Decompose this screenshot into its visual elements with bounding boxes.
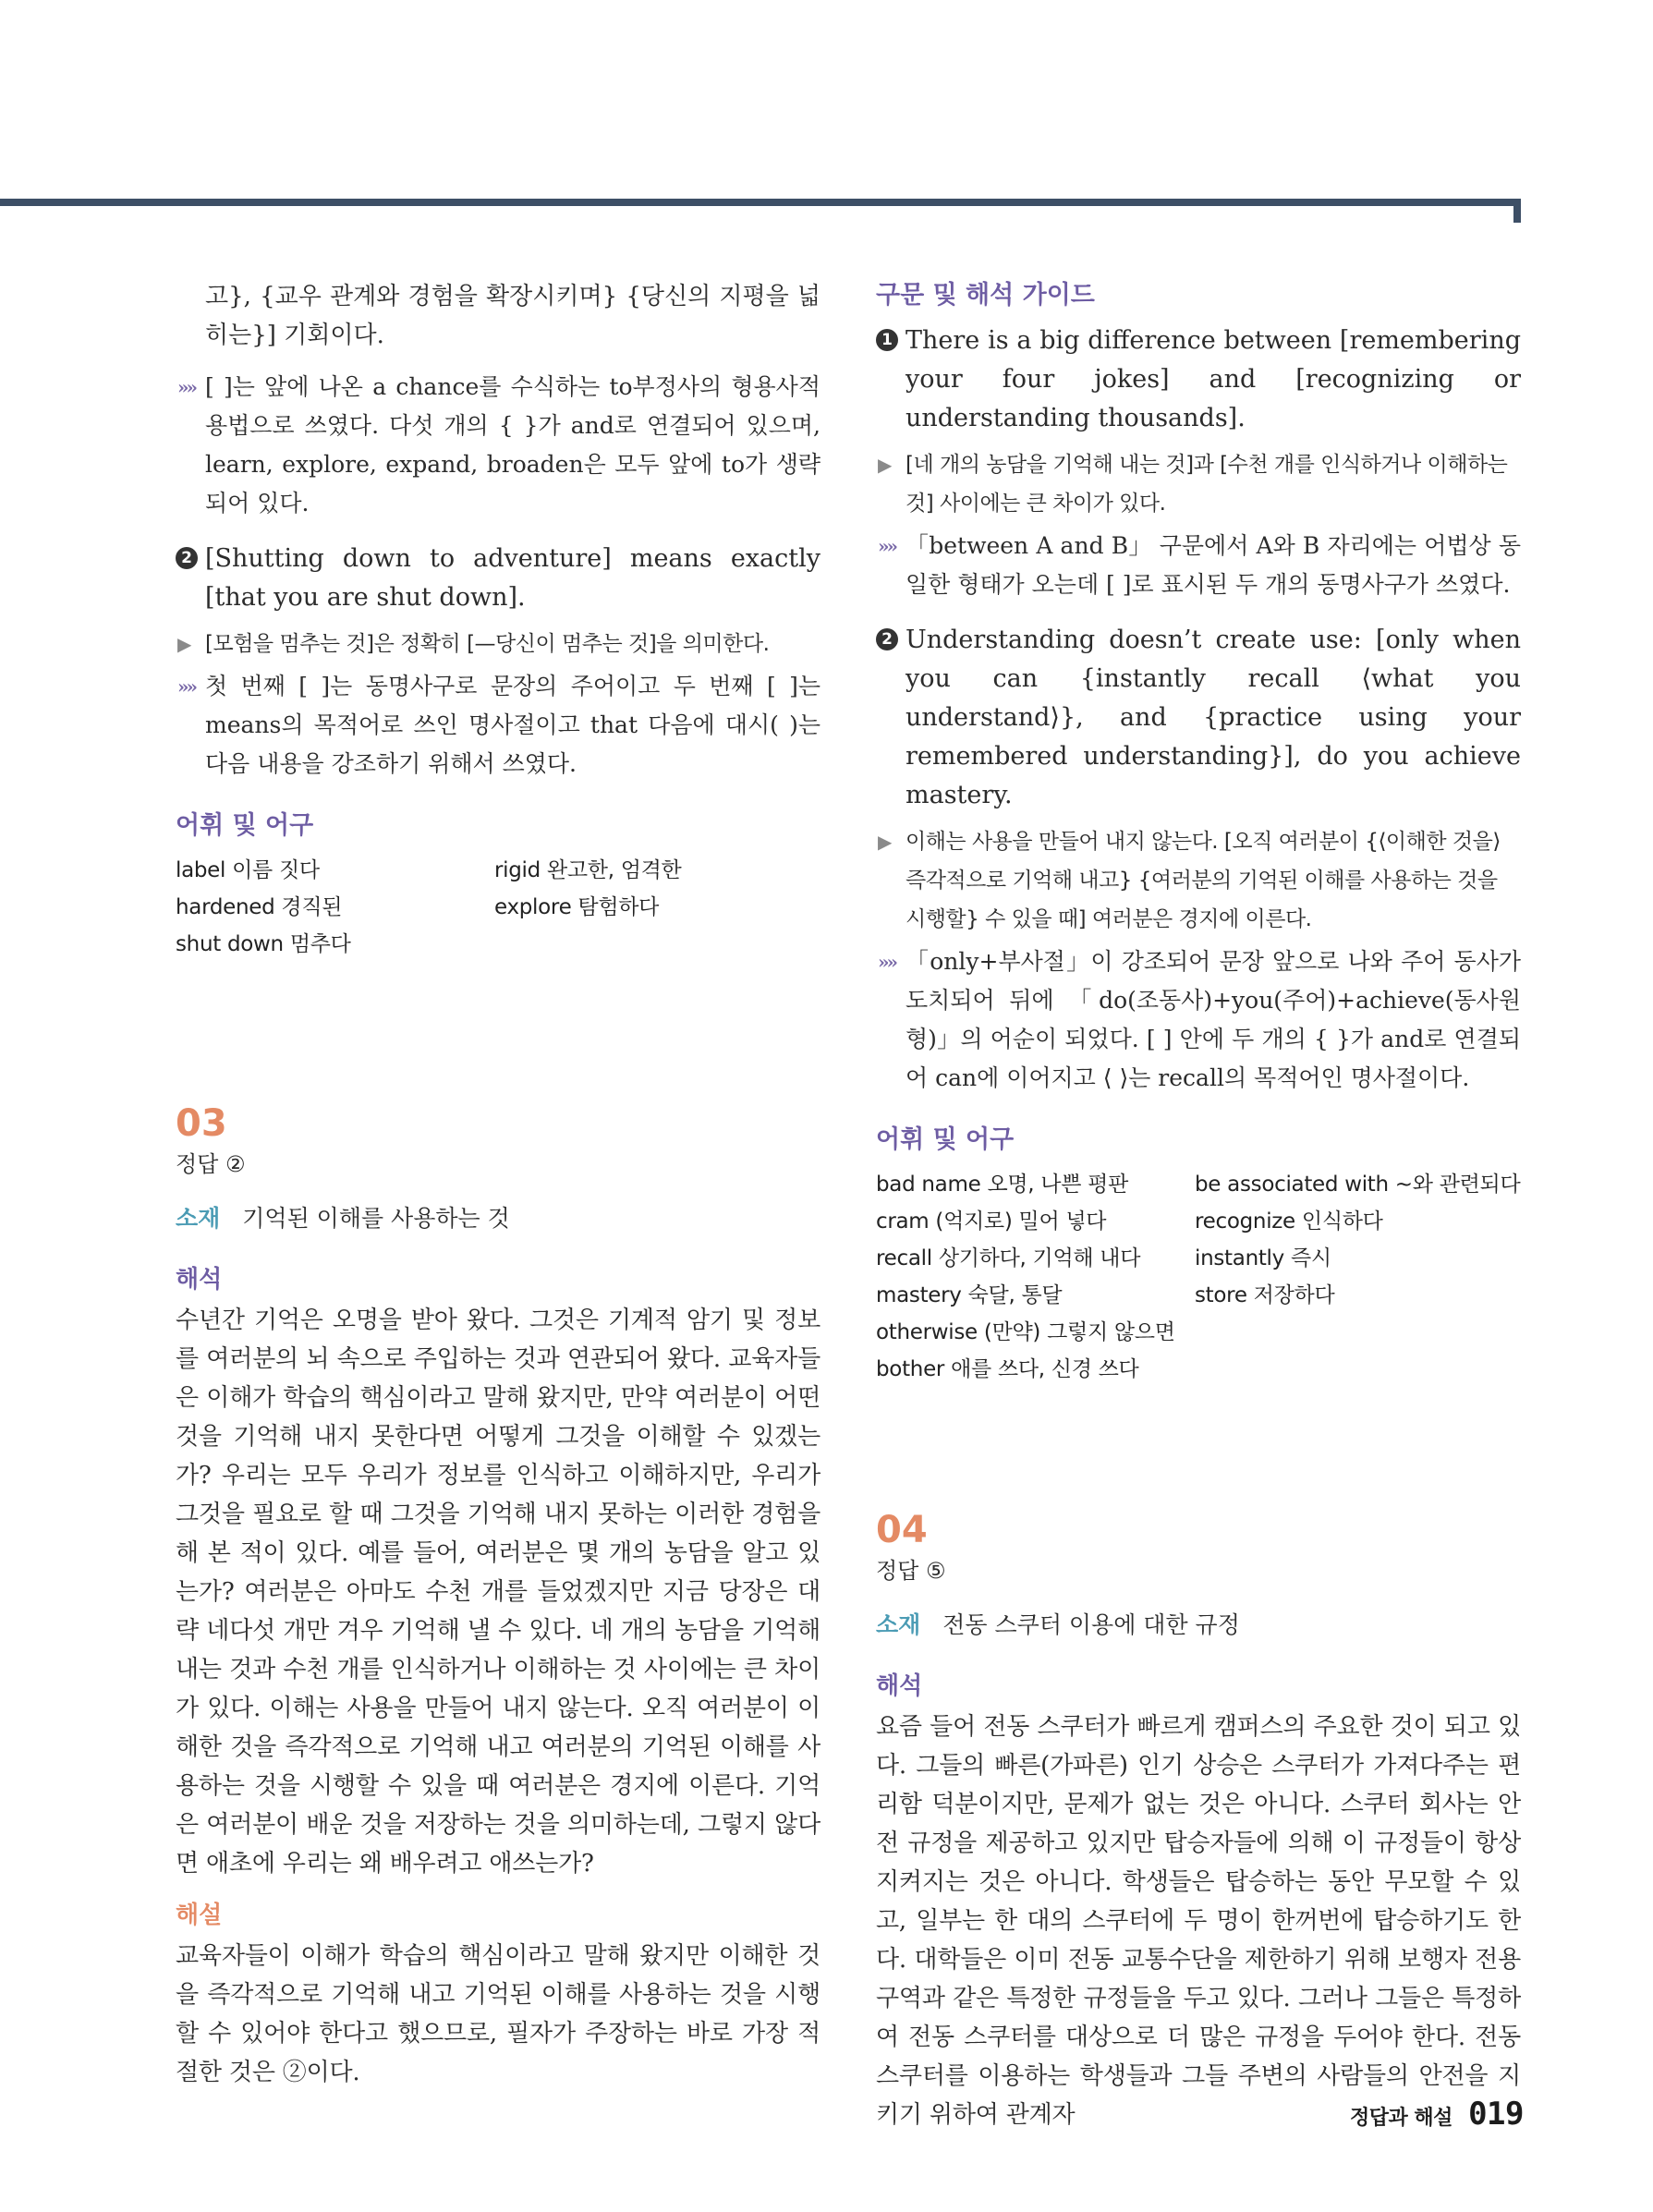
explanation-body: 교육자들이 이해가 학습의 핵심이라고 말해 왔지만 이해한 것을 즉각적으로 기억해 내고 기억된 이해를 사용하는 것을 시행할 수 있어야 한다고 했으므로, 필자가 주장하는 바로 가장 적절한 것은 ②이다.: [176, 1942, 820, 2086]
vocab-item: instantly 즉시: [1195, 1246, 1331, 1270]
vocab-item: [494, 926, 813, 963]
page-footer: [1350, 2096, 1524, 2133]
top-rule-tick: [1513, 199, 1521, 223]
translation-heading: 해석: [876, 1672, 923, 1700]
page-number: 019: [1468, 2096, 1524, 2133]
grammar-note-text: 첫 번째 [ ]는 동명사구로 문장의 주어이고 두 번째 [ ]는 means의 목적어로 쓰인 명사절이고 that 다음에 대시( )는 다음 내용을 강조하기 위해서 쓰였다.: [205, 673, 820, 777]
vocab-item: [1195, 1314, 1513, 1351]
triangle-icon: ▶: [878, 831, 892, 853]
vocab-item: [1195, 1351, 1513, 1388]
left-column: [176, 277, 820, 2107]
vocab-item: store 저장하다: [1195, 1283, 1335, 1307]
translation-text: 이해는 사용을 만들어 내지 않는다. [오직 여러분이 {⟨이해한 것을⟩ 즉각적으로 기억해 내고} {여러분의 기억된 이해를 사용하는 것을 시행할} 수 있을 때] 여러분은 경지에 이른다.: [906, 830, 1501, 931]
question-number: 04: [876, 1509, 928, 1551]
vocab-item: explore 탐험하다: [494, 895, 660, 919]
double-chevron-icon: »»: [878, 535, 895, 557]
topic: [176, 1201, 820, 1236]
double-chevron-icon: »»: [177, 376, 195, 398]
vocab-list: [876, 1166, 1521, 1388]
explanation-heading: 해설: [176, 1902, 223, 1929]
answer: 정답 ⑤: [876, 1558, 946, 1584]
answer: 정답 ②: [176, 1151, 246, 1177]
vocab-item: rigid 완고한, 엄격한: [494, 858, 682, 882]
topic-text: 기억된 이해를 사용하는 것: [242, 1205, 510, 1232]
guide-title: 구문 및 해석 가이드: [876, 281, 1095, 310]
sentence-text: [Shutting down to adventure] means exactly [that you are shut down].: [205, 544, 820, 612]
vocab-item: recognize 인식하다: [1195, 1209, 1383, 1234]
vocab-item: shut down 멈추다: [176, 932, 351, 956]
double-chevron-icon: »»: [177, 675, 195, 698]
vocab-item: bother 애를 쓰다, 신경 쓰다: [876, 1357, 1139, 1381]
vocab-item: hardened 경직된: [176, 895, 343, 919]
vocab-item: otherwise (만약) 그렇지 않으면: [876, 1320, 1175, 1344]
circled-number-icon: 2: [876, 628, 898, 650]
sentence-translation: [876, 822, 1521, 939]
right-column: [876, 277, 1521, 2149]
grammar-note-text: 「only+부사절」이 강조되어 문장 앞으로 나와 주어 동사가 도치되어 뒤에 「do(조동사)+you(주어)+achieve(동사원형)」의 어순이 되었다. [ ] 안에 두 개의 { }가 and로 연결되어 can에 이어지고 ⟨ ⟩는 recall의 목적어인 명사절이다.: [906, 948, 1521, 1091]
translation-text: [네 개의 농담을 기억해 내는 것]과 [수천 개를 인식하거나 이해하는 것] 사이에는 큰 차이가 있다.: [906, 453, 1508, 516]
vocab-item: label 이름 짓다: [176, 858, 320, 882]
sentence-translation: [876, 445, 1521, 523]
triangle-icon: ▶: [878, 454, 892, 476]
sentence-translation: [176, 625, 820, 663]
grammar-note: [176, 368, 820, 523]
grammar-note: [876, 942, 1521, 1098]
topic-label: 소재: [876, 1611, 921, 1638]
circled-number-icon: 1: [876, 329, 898, 351]
translation-body: 수년간 기억은 오명을 받아 왔다. 그것은 기계적 암기 및 정보를 여러분의 뇌 속으로 주입하는 것과 연관되어 왔다. 교육자들은 이해가 학습의 핵심이라고 말해 왔지만, 만약 여러분이 어떤 것을 기억해 내지 못한다면 어떻게 그것을 이해할 수 있겠는가? 우리는 모두 우리가 정보를 인식하고 이해하지만, 우리가 그것을 필요로 할 때 그것을 기억해 내지 못하는 이러한 경험을 해 본 적이 있다. 예를 들어, 여러분은 몇 개의 농담을 알고 있는가? 여러분은 아마도 수천 개를 들었겠지만 지금 당장은 대략 네다섯 개만 겨우 기억해 낼 수 있다. 네 개의 농담을 기억해 내는 것과 수천 개를 인식하거나 이해하는 것 사이에는 큰 차이가 있다. 이해는 사용을 만들어 내지 않는다. 오직 여러분이 이해한 것을 즉각적으로 기억해 내고 여러분의 기억된 이해를 사용하는 것을 시행할 수 있을 때 여러분은 경지에 이른다. 기억은 여러분이 배운 것을 저장하는 것을 의미하는데, 그렇지 않다면 애초에 우리는 왜 배우려고 애쓰는가?: [176, 1307, 820, 1878]
translation-heading: 해석: [176, 1266, 223, 1294]
topic: [876, 1608, 1521, 1643]
vocab-title: 어휘 및 어구: [176, 811, 314, 840]
circled-number-icon: 2: [176, 547, 198, 569]
footer-label: 정답과 해설: [1349, 2107, 1452, 2130]
grammar-note-text: [ ]는 앞에 나온 a chance를 수식하는 to부정사의 형용사적 용법으로 쓰였다. 다섯 개의 { }가 and로 연결되어 있으며, learn, explore, expand, broaden은 모두 앞에 to가 생략되어 있다.: [205, 373, 820, 517]
vocab-item: recall 상기하다, 기억해 내다: [876, 1246, 1141, 1270]
topic-label: 소재: [176, 1205, 221, 1232]
triangle-icon: ▶: [177, 633, 191, 655]
topic-text: 전동 스쿠터 이용에 대한 규정: [942, 1611, 1240, 1638]
vocab-list: [176, 852, 820, 963]
vocab-title: 어휘 및 어구: [876, 1125, 1015, 1154]
sentence-item-2: [176, 540, 820, 617]
sentence-text: Understanding doesn’t create use: [only when you can {instantly recall ⟨what you understand⟩}, and {practice using your remembered understanding}], do you achieve mastery.: [906, 626, 1521, 809]
grammar-note: [876, 527, 1521, 604]
sentence-item-2: [876, 621, 1521, 815]
top-rule: [0, 199, 1521, 206]
grammar-note-text: 「between A and B」 구문에서 A와 B 자리에는 어법상 동일한 형태가 오는데 [ ]로 표시된 두 개의 동명사구가 쓰였다.: [906, 532, 1521, 598]
sentence-text: There is a big difference between [remembering your four jokes] and [recognizing or understanding thousands].: [906, 326, 1521, 432]
double-chevron-icon: »»: [878, 951, 895, 973]
vocab-item: mastery 숙달, 통달: [876, 1283, 1063, 1307]
translation-body: 요즘 들어 전동 스쿠터가 빠르게 캠퍼스의 주요한 것이 되고 있다. 그들의 빠른(가파른) 인기 상승은 스쿠터가 가져다주는 편리함 덕분이지만, 문제가 없는 것은 아니다. 스쿠터 회사는 안전 규정을 제공하고 있지만 탑승자들에 의해 이 규정들이 항상 지켜지는 것은 아니다. 학생들은 탑승하는 동안 무모할 수 있고, 일부는 한 대의 스쿠터에 두 명이 한꺼번에 탑승하기도 한다. 대학들은 이미 전동 교통수단을 제한하기 위해 보행자 전용 구역과 같은 특정한 규정들을 두고 있다. 그러나 그들은 특정하여 전동 스쿠터를 대상으로 더 많은 규정을 두어야 한다. 전동 스쿠터를 이용하는 학생들과 그들 주변의 사람들의 안전을 지키기 위하여 관계자: [876, 1713, 1521, 2129]
vocab-item: cram (억지로) 밀어 넣다: [876, 1209, 1107, 1234]
vocab-item: be associated with ~와 관련되다: [1195, 1173, 1521, 1197]
question-number: 03: [176, 1102, 227, 1145]
translation-text: [모험을 멈추는 것]은 정확히 [—당신이 멈추는 것]을 의미한다.: [205, 632, 770, 656]
sentence-item-1: [876, 322, 1521, 438]
grammar-note: [176, 667, 820, 784]
continued-translation: 고}, {교우 관계와 경험을 확장시키며} {당신의 지평을 넓히는}] 기회이다.: [205, 283, 820, 349]
vocab-item: bad name 오명, 나쁜 평판: [876, 1173, 1128, 1197]
